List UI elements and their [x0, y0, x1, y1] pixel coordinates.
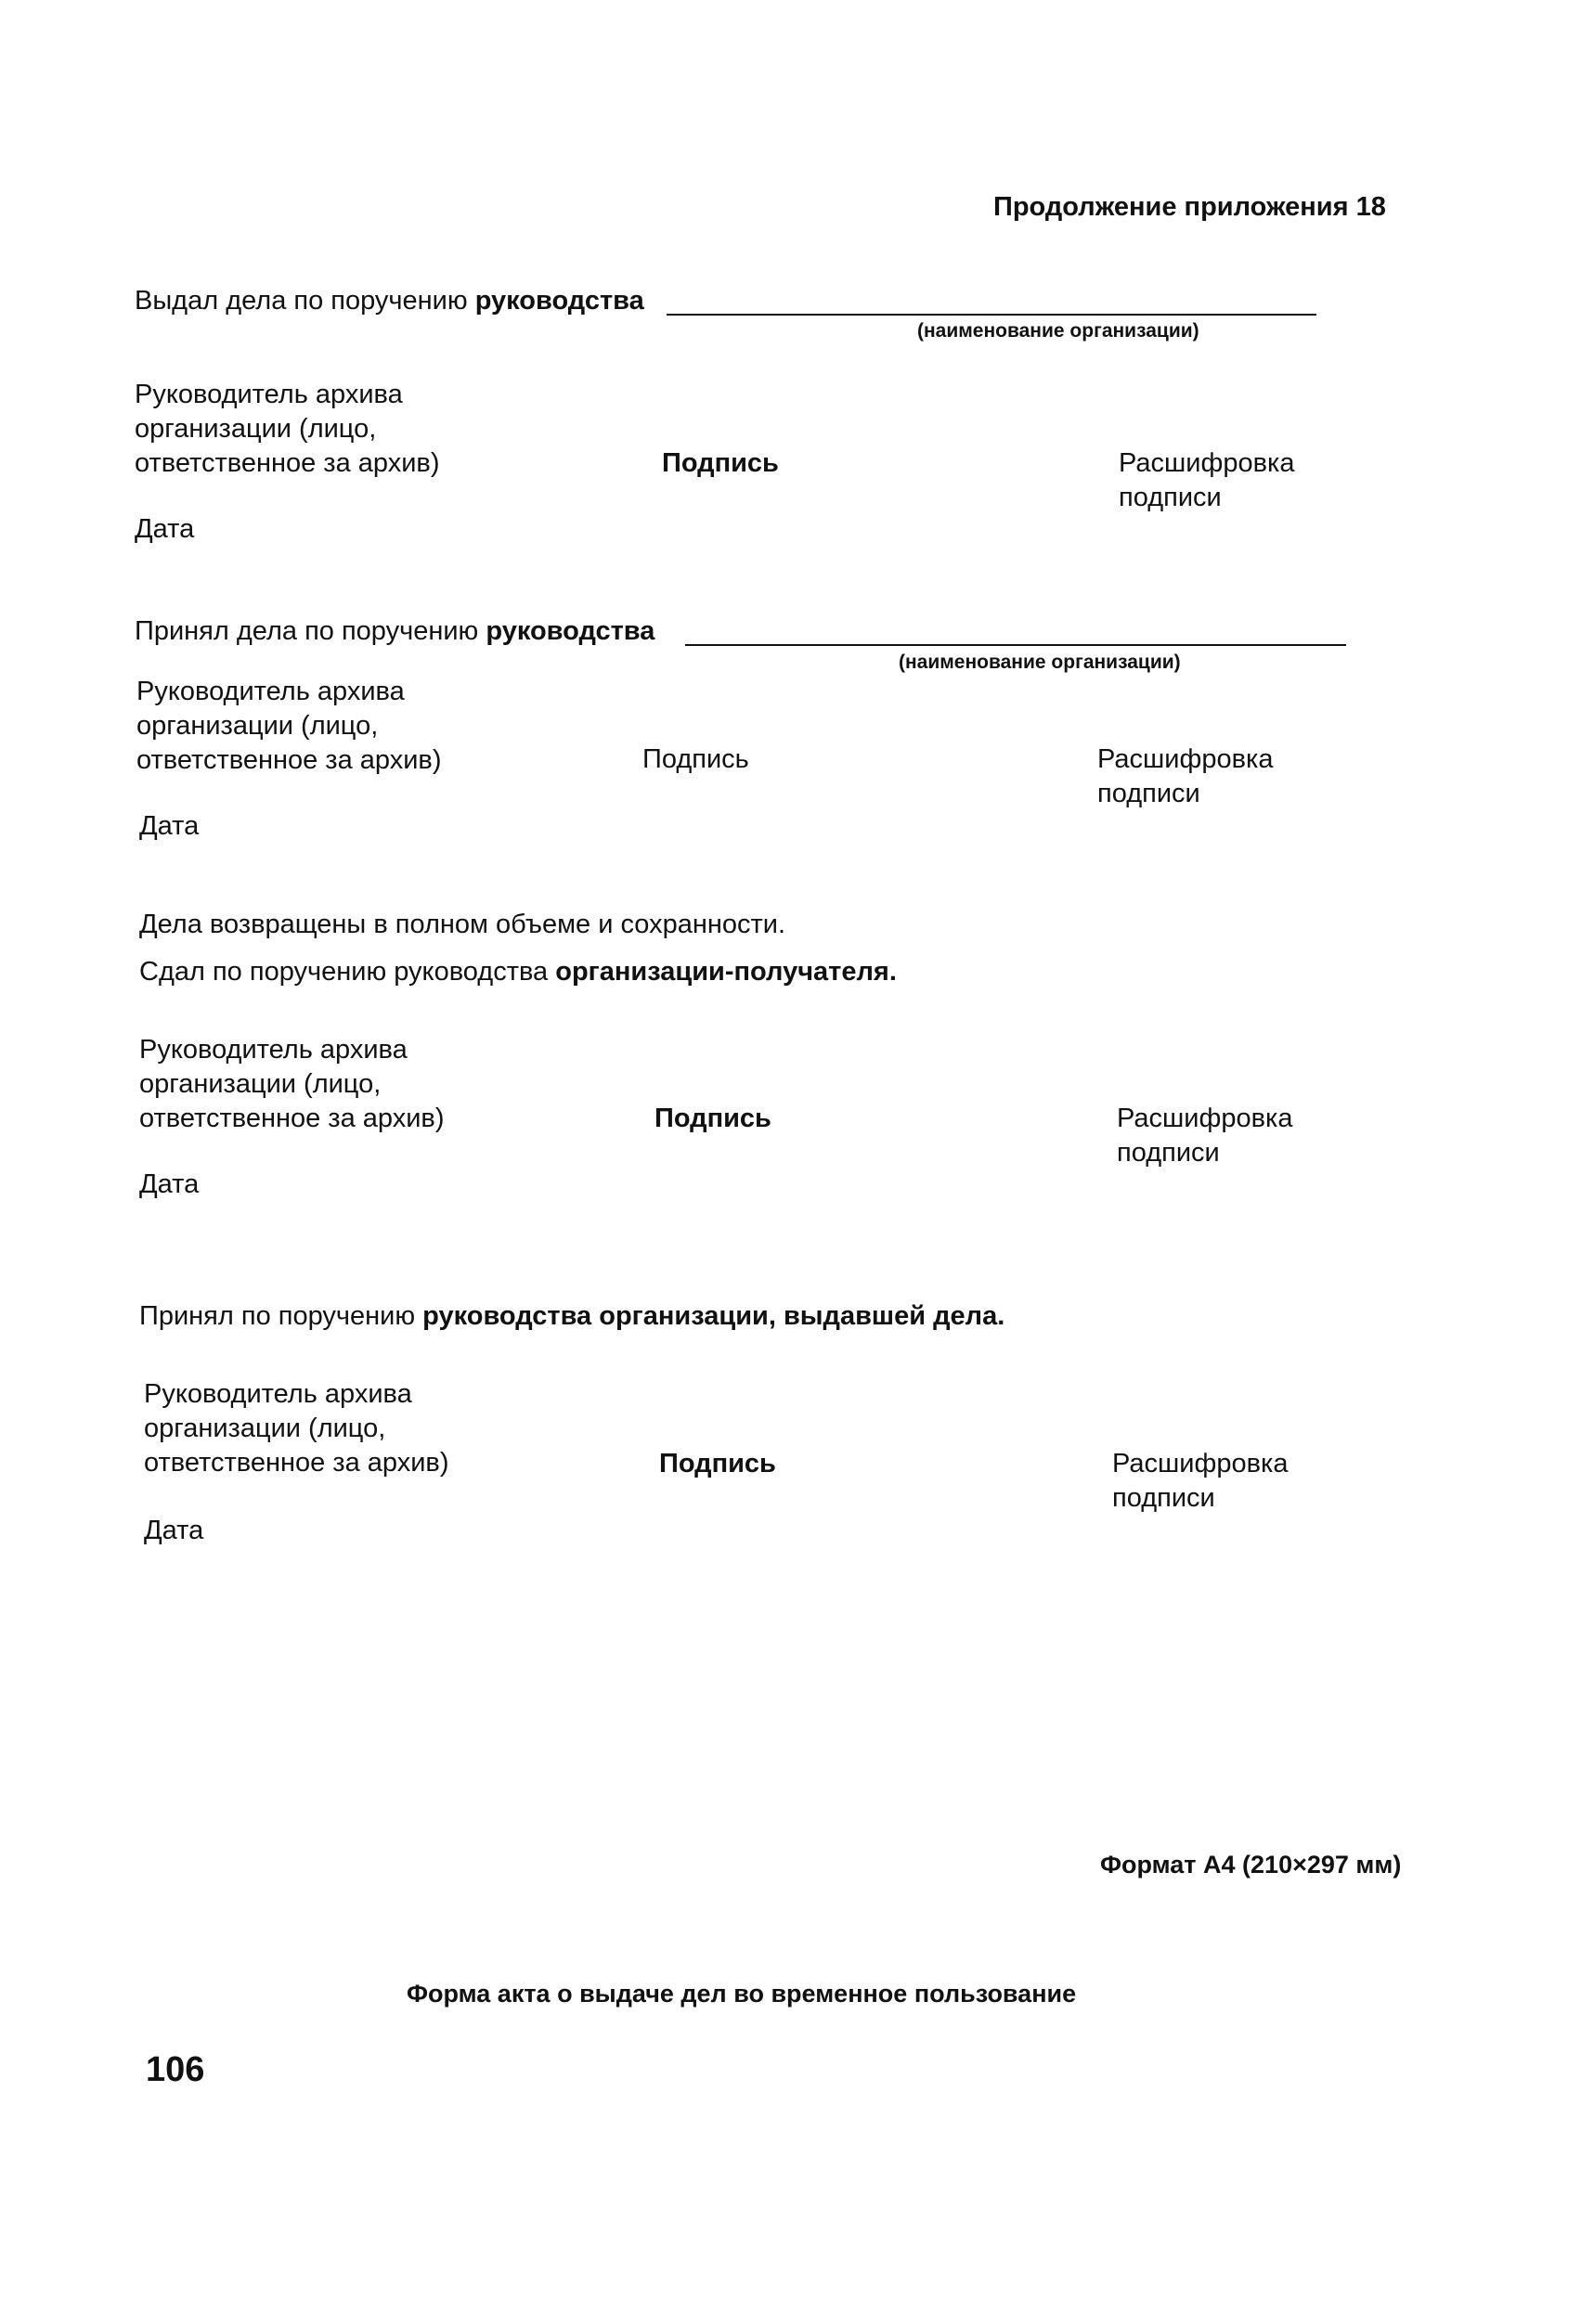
received-org-caption: (наименование организации) [899, 652, 1181, 673]
date-label: Дата [139, 811, 200, 841]
accepted-back-bold: руководства организации, выдавшей дела. [422, 1301, 1005, 1331]
issued-statement-text: Выдал дела по поручению [135, 286, 475, 316]
handed-statement-bold: организации-получателя. [555, 957, 897, 987]
paper-format: Формат А4 (210×297 мм) [1100, 1851, 1402, 1879]
signature-label: Подпись [654, 1104, 771, 1133]
signature-decode-label: Расшифровка подписи [1097, 744, 1274, 808]
issued-statement-bold: руководства [474, 286, 644, 316]
received-statement [135, 614, 654, 649]
signature-label: Подпись [642, 744, 749, 774]
archive-head-role: Руководитель архива организации (лицо, ответственное за архив) [136, 677, 442, 775]
issued-org-line [667, 314, 1316, 316]
handed-statement [139, 955, 897, 989]
signature-label: Подпись [659, 1449, 776, 1478]
issued-statement [135, 284, 644, 318]
accepted-back-text: Принял по поручению [139, 1301, 423, 1331]
signature-label: Подпись [662, 448, 779, 478]
signature-decode-label: Расшифровка подписи [1117, 1104, 1293, 1168]
accepted-back-statement [139, 1299, 1004, 1334]
form-caption: Форма акта о выдаче дел во временное пользование [407, 1980, 1077, 2008]
received-org-line [685, 644, 1346, 646]
archive-head-role: Руководитель архива организации (лицо, ответственное за архив) [139, 1035, 445, 1133]
returned-statement: Дела возвращены в полном объеме и сохранности. [139, 910, 786, 939]
date-label: Дата [139, 1169, 200, 1199]
page-number: 106 [146, 2050, 205, 2089]
signature-decode-label: Расшифровка подписи [1112, 1449, 1289, 1513]
handed-statement-text: Сдал по поручению руководства [139, 957, 556, 987]
date-label: Дата [135, 514, 195, 544]
received-statement-bold: руководства [486, 616, 655, 646]
signature-decode-label: Расшифровка подписи [1119, 448, 1295, 512]
date-label: Дата [144, 1516, 204, 1545]
archive-head-role: Руководитель архива организации (лицо, ответственное за архив) [144, 1379, 449, 1478]
issued-org-caption: (наименование организации) [917, 320, 1199, 342]
archive-head-role: Руководитель архива организации (лицо, ответственное за архив) [135, 380, 440, 478]
received-statement-text: Принял дела по поручению [135, 616, 486, 646]
continuation-header: Продолжение приложения 18 [993, 192, 1386, 222]
